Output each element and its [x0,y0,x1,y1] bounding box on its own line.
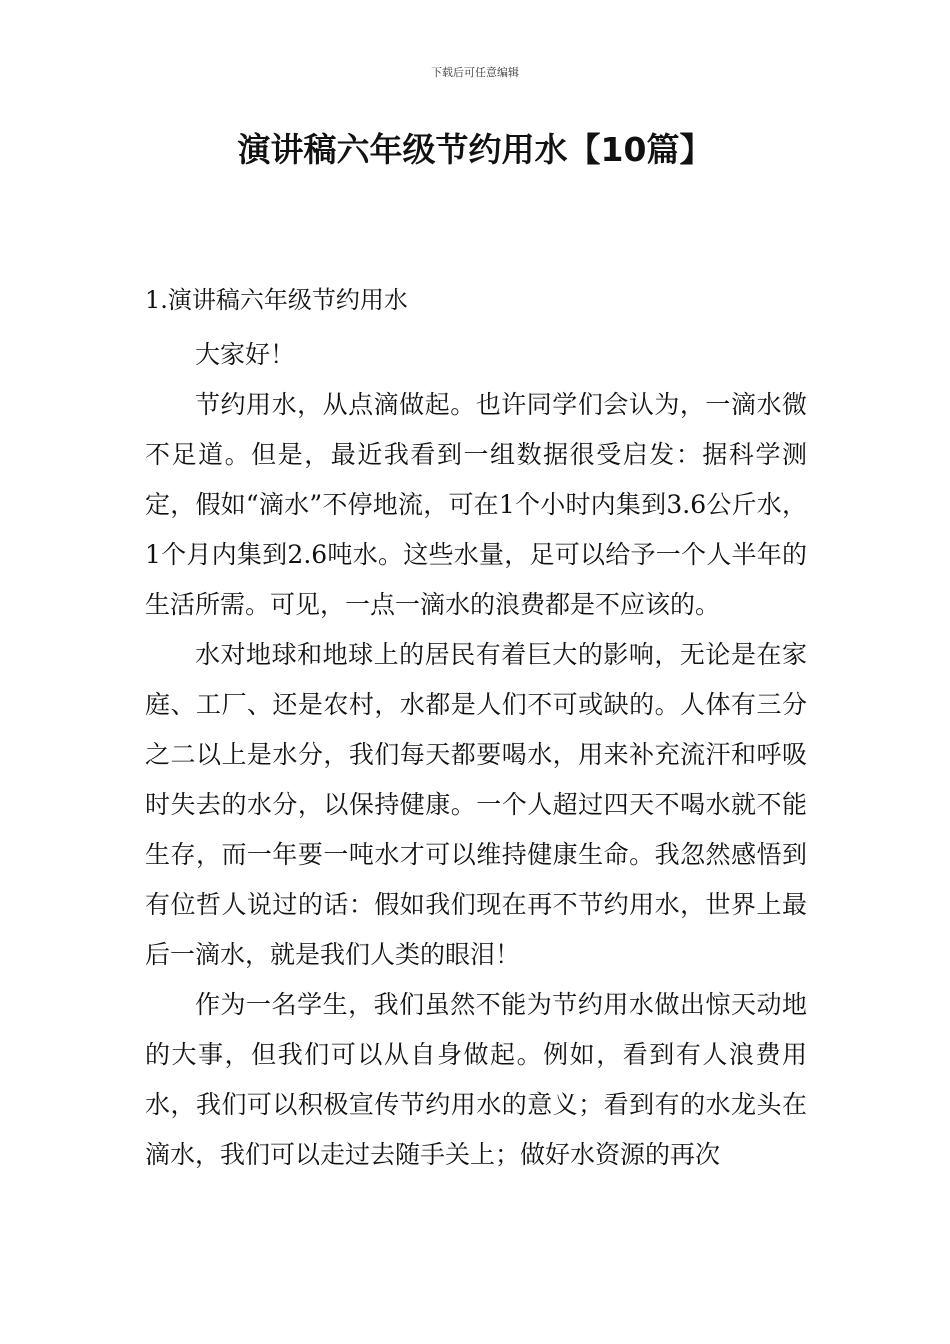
document-body [145,280,807,1180]
section-heading: 1.演讲稿六年级节约用水 [145,286,408,314]
header-note: 下载后可任意编辑 [431,66,519,79]
paragraph: 节约用水，从点滴做起。也许同学们会认为，一滴水微不足道。但是，最近我看到一组数据很受启发：据科学测定，假如“滴水”不停地流，可在1个小时内集到3.6公斤水，1个月内集到2.6吨水。这些水量，足可以给予一个人半年的生活所需。可见，一点一滴水的浪费都是不应该的。 [145,390,807,619]
document-title: 演讲稿六年级节约用水【10篇】 [237,130,713,169]
paragraph: 作为一名学生，我们虽然不能为节约用水做出惊天动地的大事，但我们可以从自身做起。例如，看到有人浪费用水，我们可以积极宣传节约用水的意义；看到有的水龙头在滴水，我们可以走过去随手关上；做好水资源的再次 [145,990,807,1169]
paragraph-greeting: 大家好！ [195,340,296,369]
paragraph: 水对地球和地球上的居民有着巨大的影响，无论是在家庭、工厂、还是农村，水都是人们不可或缺的。人体有三分之二以上是水分，我们每天都要喝水，用来补充流汗和呼吸时失去的水分，以保持健康。一个人超过四天不喝水就不能生存，而一年要一吨水才可以维持健康生命。我忽然感悟到有位哲人说过的话：假如我们现在再不节约用水，世界上最后一滴水，就是我们人类的眼泪！ [145,640,807,969]
